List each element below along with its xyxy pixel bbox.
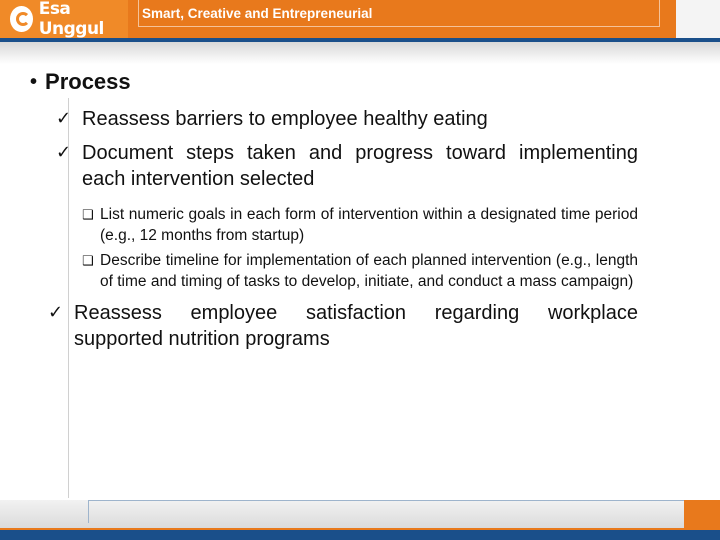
footer-accent	[684, 500, 720, 530]
header-shadow-stripe	[0, 42, 720, 64]
tagline: Smart, Creative and Entrepreneurial	[142, 6, 373, 21]
checkbox-square-icon: ❑	[82, 254, 94, 269]
slide-content	[30, 66, 650, 352]
sub-list-item-text: Describe timeline for implementation of each planned intervention (e.g., length of time and timing of tasks to develop, initiate, and conduct a mass campaign)	[100, 252, 638, 290]
bullet-icon: •	[30, 71, 38, 93]
slide-title	[30, 66, 650, 98]
list-item-text: Document steps taken and progress toward implementing each intervention selected	[82, 142, 638, 190]
footer-blue-bar	[0, 530, 720, 540]
logo	[0, 0, 128, 38]
checkmark-icon: ✓	[56, 108, 72, 129]
list-item-text: Reassess barriers to employee healthy eating	[82, 108, 488, 130]
checkbox-square-icon: ❑	[82, 208, 94, 223]
slide-title-text: Process	[45, 69, 131, 94]
list-item	[56, 140, 650, 192]
footer-frame	[88, 500, 686, 523]
sub-list	[82, 204, 638, 292]
header-accent	[676, 0, 720, 38]
checkmark-icon: ✓	[48, 302, 64, 323]
logo-icon	[10, 6, 33, 32]
list-item	[56, 106, 650, 132]
sub-list-item-text: List numeric goals in each form of intervention within a designated time period (e.g., 12 months from startup)	[100, 206, 638, 244]
list-item	[48, 300, 650, 352]
logo-text: Esa Unggul	[38, 0, 104, 39]
sub-list-item	[82, 250, 638, 292]
list-item-text: Reassess employee satisfaction regarding workplace supported nutrition programs	[74, 302, 638, 350]
checkmark-icon: ✓	[56, 142, 72, 163]
sub-list-item	[82, 204, 638, 246]
